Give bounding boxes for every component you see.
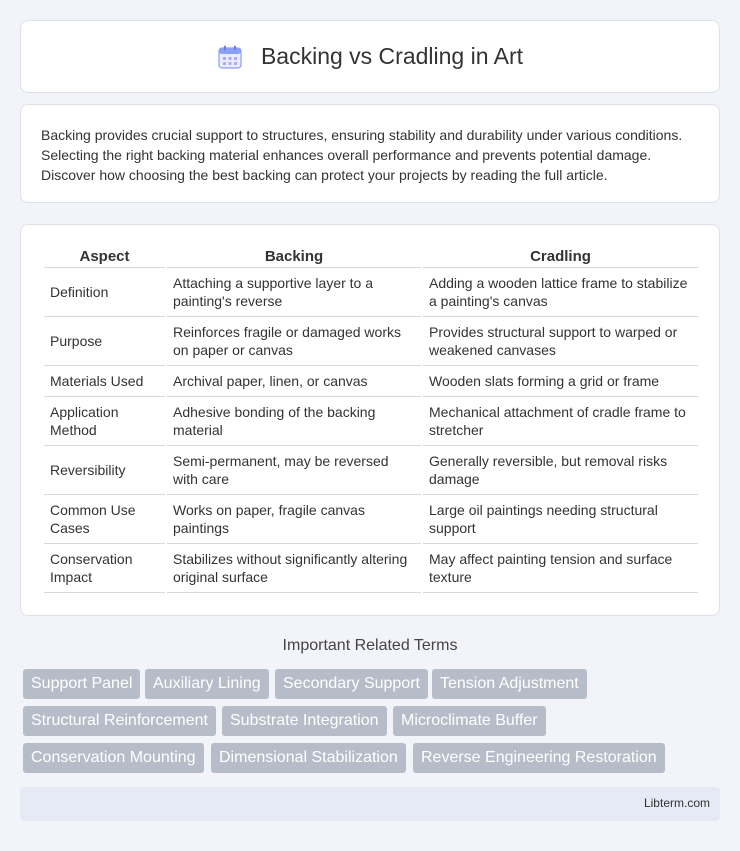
aspect-cell: Application Method bbox=[44, 397, 165, 446]
backing-cell: Adhesive bonding of the backing material bbox=[167, 397, 421, 446]
backing-cell: Stabilizes without significantly altering original surface bbox=[167, 544, 421, 593]
header-cradling: Cradling bbox=[423, 245, 698, 268]
related-term-tag[interactable]: Secondary Support bbox=[275, 669, 428, 699]
table-row bbox=[44, 317, 698, 366]
cradling-cell: May affect painting tension and surface texture bbox=[423, 544, 698, 593]
related-term-tag[interactable]: Conservation Mounting bbox=[23, 743, 204, 773]
footer-site-link[interactable]: Libterm.com bbox=[643, 796, 710, 810]
aspect-cell: Definition bbox=[44, 268, 165, 317]
related-term-tag[interactable]: Auxiliary Lining bbox=[145, 669, 269, 699]
cradling-cell: Mechanical attachment of cradle frame to stretcher bbox=[423, 397, 698, 446]
cradling-cell: Provides structural support to warped or weakened canvases bbox=[423, 317, 698, 366]
table-row bbox=[44, 397, 698, 446]
cradling-cell: Wooden slats forming a grid or frame bbox=[423, 366, 698, 397]
aspect-cell: Purpose bbox=[44, 317, 165, 366]
related-term-tag[interactable]: Dimensional Stabilization bbox=[211, 743, 406, 773]
comparison-table bbox=[42, 245, 700, 593]
aspect-cell: Common Use Cases bbox=[44, 495, 165, 544]
cradling-cell: Large oil paintings needing structural support bbox=[423, 495, 698, 544]
backing-cell: Works on paper, fragile canvas paintings bbox=[167, 495, 421, 544]
aspect-cell: Reversibility bbox=[44, 446, 165, 495]
calendar-icon bbox=[217, 44, 243, 70]
related-term-tag[interactable]: Support Panel bbox=[23, 669, 140, 699]
footer bbox=[20, 787, 720, 821]
table-row bbox=[44, 544, 698, 593]
related-term-tag[interactable]: Structural Reinforcement bbox=[23, 706, 216, 736]
cradling-cell: Adding a wooden lattice frame to stabilize a painting's canvas bbox=[423, 268, 698, 317]
table-row bbox=[44, 366, 698, 397]
comparison-card bbox=[20, 224, 720, 616]
header-aspect: Aspect bbox=[44, 245, 165, 268]
related-term-tag[interactable]: Reverse Engineering Restoration bbox=[413, 743, 665, 773]
related-term-tag[interactable]: Microclimate Buffer bbox=[393, 706, 546, 736]
aspect-cell: Materials Used bbox=[44, 366, 165, 397]
header-card bbox=[20, 20, 720, 93]
page-title: Backing vs Cradling in Art bbox=[260, 43, 524, 69]
cradling-cell: Generally reversible, but removal risks damage bbox=[423, 446, 698, 495]
table-header-row bbox=[44, 245, 698, 268]
backing-cell: Semi-permanent, may be reversed with care bbox=[167, 446, 421, 495]
related-terms-title: Important Related Terms bbox=[282, 637, 458, 654]
backing-cell: Attaching a supportive layer to a painting's reverse bbox=[167, 268, 421, 317]
table-row bbox=[44, 495, 698, 544]
related-term-tag[interactable]: Tension Adjustment bbox=[432, 669, 587, 699]
aspect-cell: Conservation Impact bbox=[44, 544, 165, 593]
backing-cell: Archival paper, linen, or canvas bbox=[167, 366, 421, 397]
related-term-tag[interactable]: Substrate Integration bbox=[222, 706, 387, 736]
backing-cell: Reinforces fragile or damaged works on paper or canvas bbox=[167, 317, 421, 366]
header-backing: Backing bbox=[167, 245, 421, 268]
table-row bbox=[44, 268, 698, 317]
intro-paragraph: Backing provides crucial support to structures, ensuring stability and durability under various conditions. Selecting the right backing material enhances overall performance and prevents potential damage. Discover how choosing the best backing can protect your projects by reading the full article. bbox=[41, 127, 683, 183]
intro-card bbox=[20, 104, 720, 203]
table-row bbox=[44, 446, 698, 495]
